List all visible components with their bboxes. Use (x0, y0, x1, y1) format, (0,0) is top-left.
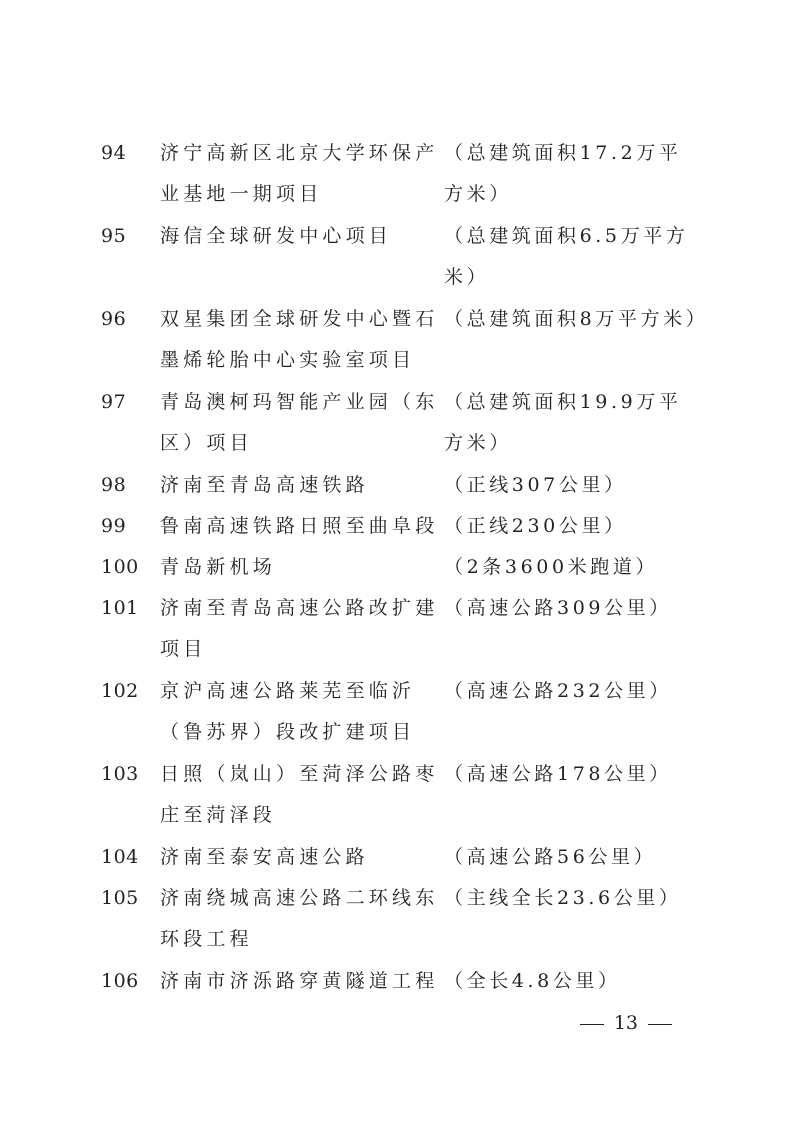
item-number: 104 (101, 846, 139, 868)
item-number: 103 (101, 763, 139, 785)
item-name: 鲁南高速铁路日照至曲阜段 (160, 515, 439, 537)
item-spec: （高速公路309公里） (444, 597, 672, 619)
item-spec: （高速公路178公里） (444, 763, 672, 785)
page-number-footer (0, 1003, 800, 1044)
item-name: 济南绕城高速公路二环线东环段工程 (160, 887, 439, 950)
item-number: 96 (101, 308, 127, 330)
item-number: 102 (101, 680, 139, 702)
item-name: 济南至青岛高速公路改扩建项目 (160, 597, 439, 660)
project-row (0, 547, 800, 588)
project-list (0, 133, 800, 1002)
item-spec: （2条3600米跑道） (444, 556, 659, 578)
item-number: 94 (101, 142, 127, 164)
item-number: 105 (101, 887, 139, 909)
item-spec: （总建筑面积17.2万平方米） (444, 142, 682, 205)
item-name: 双星集团全球研发中心暨石墨烯轮胎中心实验室项目 (160, 308, 439, 371)
item-spec: （正线230公里） (444, 515, 627, 537)
item-spec: （总建筑面积8万平方米） (444, 308, 709, 330)
dash-right (648, 1024, 672, 1025)
project-row (0, 506, 800, 547)
item-spec: （全长4.8公里） (444, 970, 621, 992)
project-row (0, 299, 800, 382)
item-name: 青岛澳柯玛智能产业园（东区）项目 (160, 391, 439, 454)
item-name: 济南至青岛高速铁路 (160, 474, 369, 496)
item-spec: （总建筑面积6.5万平方米） (444, 225, 689, 288)
page-number: 13 (613, 1012, 638, 1034)
item-number: 97 (101, 391, 127, 413)
project-row (0, 837, 800, 878)
item-number: 101 (101, 597, 139, 619)
item-name: 京沪高速公路莱芜至临沂（鲁苏界）段改扩建项目 (160, 680, 416, 743)
item-number: 95 (101, 225, 127, 247)
item-spec: （高速公路56公里） (444, 846, 657, 868)
item-name: 日照（岚山）至菏泽公路枣庄至菏泽段 (160, 763, 439, 826)
project-row (0, 671, 800, 754)
item-number: 100 (101, 556, 139, 578)
dash-left (580, 1024, 604, 1025)
item-spec: （主线全长23.6公里） (444, 887, 682, 909)
item-spec: （总建筑面积19.9万平方米） (444, 391, 682, 454)
item-spec: （高速公路232公里） (444, 680, 672, 702)
project-row (0, 216, 800, 299)
project-row (0, 465, 800, 506)
project-row (0, 961, 800, 1002)
project-row (0, 754, 800, 837)
item-name: 济南至泰安高速公路 (160, 846, 369, 868)
project-row (0, 588, 800, 671)
project-row (0, 878, 800, 961)
item-name: 济宁高新区北京大学环保产业基地一期项目 (160, 142, 439, 205)
item-name: 海信全球研发中心项目 (160, 225, 393, 247)
project-row (0, 133, 800, 216)
item-number: 106 (101, 970, 139, 992)
item-number: 99 (101, 515, 127, 537)
item-name: 济南市济泺路穿黄隧道工程 (160, 970, 439, 992)
item-number: 98 (101, 474, 127, 496)
item-name: 青岛新机场 (160, 556, 277, 578)
item-spec: （正线307公里） (444, 474, 627, 496)
project-row (0, 382, 800, 465)
